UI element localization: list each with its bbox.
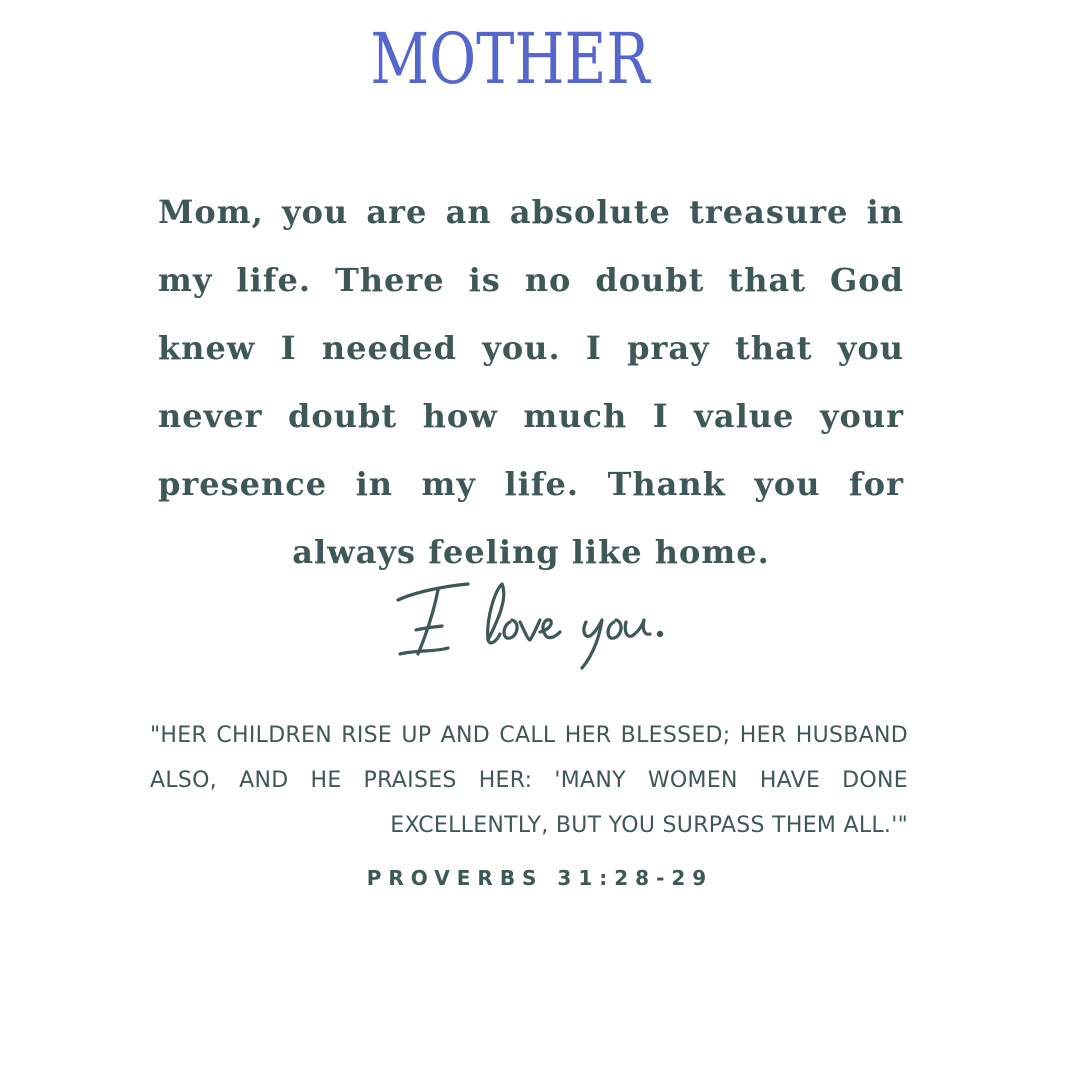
bible-verse: "HER CHILDREN RISE UP AND CALL HER BLESSED; HER HUSBAND ALSO, AND HE PRAISES HER: 'MANY WOMEN HAVE DONE EXCELLENTLY, BUT YOU SURPASS THEM ALL.'": [150, 723, 908, 838]
signature-script-graphic: [390, 570, 690, 680]
verse-reference: PROVERBS 31:28-29: [366, 866, 714, 890]
message-text: Mom, you are an absolute treasure in my life. There is no doubt that God knew I needed you. I pray that you never doubt how much I value your presence in my life. Thank you for always feeling like home.: [158, 193, 904, 571]
page-title: MOTHER: [370, 18, 650, 100]
signature-handwritten: [390, 570, 690, 680]
